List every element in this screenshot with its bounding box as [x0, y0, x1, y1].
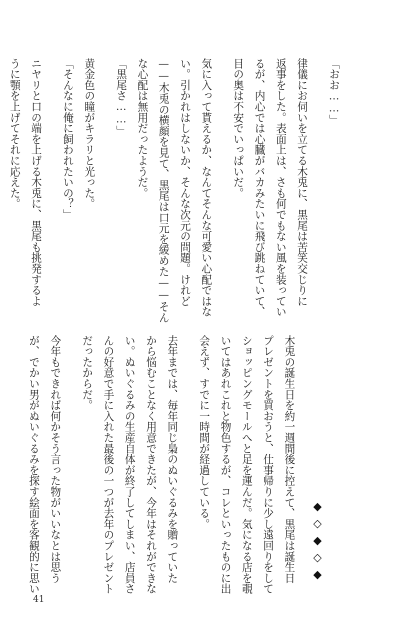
text-line: るが、内心では心臓がバカみたいに飛び跳ねていて、 — [253, 58, 266, 318]
text-line: 「そんなに俺に飼われたいの？」 — [61, 58, 74, 220]
text-line: 木兎の誕生日を約一週間後に控えて、黒尾は誕生日 — [283, 335, 296, 584]
text-line: ——木兎の横顔を見て、黒尾は口元を緩めた——そん — [157, 58, 170, 323]
page-number: 41 — [33, 595, 45, 605]
text-line: 今年もできれば何かそう言った物がいいなとは思う — [49, 335, 62, 584]
text-line: ニヤリと口の端を上げる木兎に、黒尾も挑発するよ — [30, 58, 43, 307]
scene-break-ornament: ◆◇◆◇◆ — [311, 500, 324, 585]
text-line: うに顎を上げてそれに応えた。 — [8, 58, 21, 210]
text-line — [0, 58, 3, 308]
text-line: だったからだ。 — [81, 335, 94, 411]
text-line: 気に入って貰えるか、なんてそんな可愛い心配ではな — [200, 58, 213, 318]
text-line: 返事をした。表面上は、さも何でもない風を装ってい — [274, 58, 287, 318]
text-line: い。ぬいぐるみの生産自体が終了してしまい、店員さ — [123, 335, 136, 595]
lower-text-block — [23, 335, 310, 595]
text-line: 「おお……」 — [328, 58, 340, 126]
text-line: 会えず、すでに一時間が経過している。 — [198, 335, 211, 530]
upper-text-block — [0, 58, 344, 323]
text-line: んの好意で手に入れた最後の一つが去年のプレゼント — [102, 335, 115, 595]
text-line: 「黒尾さ……」 — [115, 58, 128, 137]
text-line: 去年までは、毎年同じ梟のぬいぐるみを贈っていた — [166, 335, 179, 584]
text-line: いてはあれこれと物色するが、コレといったものに出 — [219, 335, 232, 595]
text-line: な心配は無用だったようだ。 — [136, 58, 149, 199]
text-line: 目の奥は不安でいっぱいだ。 — [232, 58, 245, 199]
text-line: ショッピングモールへと足を運んだ。気になる店を覗 — [240, 335, 253, 595]
text-line: 黄金色の瞳がキラリと光った。 — [83, 58, 96, 210]
text-line: 律儀にお伺いを立てる木兎に、黒尾は苦笑交じりに — [296, 58, 309, 307]
text-line: い。引かれはしないか、そんな次元の問題。けれど — [179, 58, 192, 307]
text-line: プレゼントを買おうと、仕事帰りに少し遠回りをして — [262, 335, 275, 595]
text-line: から悩むことなく用意できたが、今年はそれができな — [145, 335, 158, 595]
text-line: が、でかい男がぬいぐるみを探す絵面を客観的に思い — [27, 335, 40, 595]
